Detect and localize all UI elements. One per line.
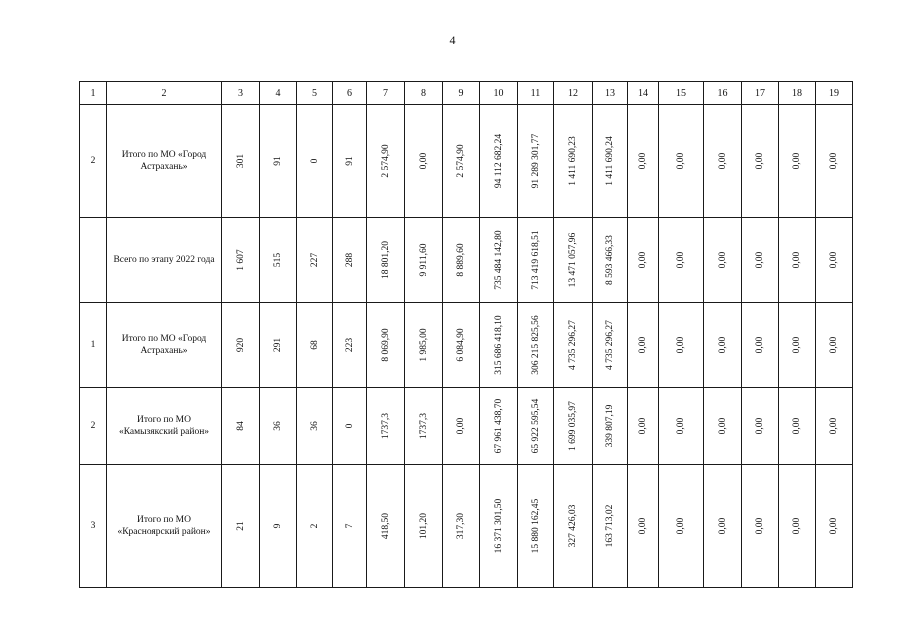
value-cell bbox=[333, 303, 367, 388]
value-text: 101,20 bbox=[418, 512, 429, 540]
value-text: 0,00 bbox=[755, 251, 765, 269]
value-text: 21 bbox=[235, 521, 246, 531]
value-text: 0,00 bbox=[717, 251, 728, 269]
value-text: 306 215 825,56 bbox=[530, 315, 541, 375]
value-cell bbox=[297, 388, 333, 465]
value-text: 67 961 438,70 bbox=[493, 398, 504, 454]
value-text: 0,00 bbox=[717, 517, 728, 535]
value-text: 18 801,20 bbox=[380, 241, 391, 279]
value-cell bbox=[518, 388, 554, 465]
value-cell bbox=[659, 303, 704, 388]
value-cell bbox=[593, 303, 628, 388]
value-text: 418,50 bbox=[380, 512, 391, 540]
value-cell bbox=[333, 105, 367, 218]
value-text: 68 bbox=[309, 340, 320, 350]
table-row bbox=[80, 218, 853, 303]
value-cell bbox=[704, 465, 742, 588]
value-text: 0,00 bbox=[717, 152, 728, 170]
value-cell bbox=[554, 218, 593, 303]
value-text: 84 bbox=[235, 421, 246, 431]
value-cell bbox=[297, 105, 333, 218]
row-label-cell: Итого по МО «Город Астрахань» bbox=[107, 303, 222, 388]
value-text: 227 bbox=[309, 252, 320, 268]
value-cell bbox=[222, 465, 260, 588]
column-header: 2 bbox=[107, 82, 222, 105]
row-label-cell: Итого по МО «Красноярский район» bbox=[107, 465, 222, 588]
value-text: 1737,3 bbox=[418, 412, 429, 440]
value-cell bbox=[518, 218, 554, 303]
value-text: 94 112 682,24 bbox=[493, 133, 504, 189]
value-cell bbox=[518, 465, 554, 588]
column-header: 9 bbox=[443, 82, 480, 105]
value-cell bbox=[659, 105, 704, 218]
value-text: 4 735 296,27 bbox=[605, 320, 615, 370]
table-row bbox=[80, 105, 853, 218]
value-cell bbox=[367, 218, 405, 303]
value-cell bbox=[480, 465, 518, 588]
value-text: 8 593 466,33 bbox=[605, 235, 615, 285]
row-number-cell: 2 bbox=[80, 105, 107, 218]
column-header: 5 bbox=[297, 82, 333, 105]
value-text: 339 807,19 bbox=[605, 404, 615, 448]
value-cell bbox=[405, 105, 443, 218]
column-header: 17 bbox=[742, 82, 779, 105]
value-cell bbox=[367, 105, 405, 218]
value-text: 0,00 bbox=[792, 517, 802, 535]
value-text: 36 bbox=[309, 421, 320, 431]
value-cell bbox=[554, 303, 593, 388]
value-cell bbox=[443, 218, 480, 303]
value-text: 223 bbox=[344, 337, 355, 353]
value-cell bbox=[333, 465, 367, 588]
value-text: 1737,3 bbox=[380, 412, 391, 440]
value-cell bbox=[518, 303, 554, 388]
value-text: 0,00 bbox=[676, 417, 686, 435]
value-cell bbox=[443, 388, 480, 465]
value-cell bbox=[742, 218, 779, 303]
value-cell bbox=[628, 465, 659, 588]
value-text: 13 471 057,96 bbox=[568, 232, 578, 288]
column-header: 18 bbox=[779, 82, 816, 105]
value-cell bbox=[297, 303, 333, 388]
table-row bbox=[80, 388, 853, 465]
value-text: 2 574,90 bbox=[380, 144, 391, 178]
value-text: 0,00 bbox=[456, 417, 466, 435]
row-label-cell: Итого по МО «Камызякский район» bbox=[107, 388, 222, 465]
value-cell bbox=[443, 303, 480, 388]
value-text: 515 bbox=[273, 252, 283, 268]
value-cell bbox=[816, 465, 853, 588]
value-text: 65 922 595,54 bbox=[530, 398, 541, 454]
value-cell bbox=[704, 388, 742, 465]
value-text: 0,00 bbox=[755, 152, 765, 170]
column-header: 15 bbox=[659, 82, 704, 105]
value-text: 1 985,00 bbox=[418, 328, 429, 362]
value-text: 0,00 bbox=[829, 152, 839, 170]
value-text: 0,00 bbox=[792, 251, 802, 269]
value-text: 0,00 bbox=[829, 517, 839, 535]
value-cell bbox=[480, 388, 518, 465]
value-text: 8 069,90 bbox=[380, 328, 391, 362]
value-text: 0,00 bbox=[829, 251, 839, 269]
value-cell bbox=[260, 388, 297, 465]
value-cell bbox=[659, 388, 704, 465]
value-cell bbox=[480, 105, 518, 218]
value-text: 0,00 bbox=[792, 336, 802, 354]
value-cell bbox=[628, 218, 659, 303]
value-cell bbox=[260, 105, 297, 218]
value-text: 317,30 bbox=[456, 512, 466, 540]
value-cell bbox=[222, 105, 260, 218]
row-label-cell: Итого по МО «Город Астрахань» bbox=[107, 105, 222, 218]
value-cell bbox=[260, 465, 297, 588]
value-text: 6 084,90 bbox=[456, 328, 466, 362]
value-cell bbox=[628, 303, 659, 388]
value-text: 315 686 418,10 bbox=[493, 315, 504, 375]
value-text: 0,00 bbox=[418, 152, 429, 170]
value-text: 2 bbox=[309, 523, 320, 529]
value-text: 7 bbox=[344, 523, 355, 529]
column-header: 14 bbox=[628, 82, 659, 105]
value-text: 9 911,60 bbox=[418, 243, 429, 277]
value-cell bbox=[593, 218, 628, 303]
column-header: 4 bbox=[260, 82, 297, 105]
value-cell bbox=[816, 388, 853, 465]
page-number: 4 bbox=[449, 33, 456, 47]
value-cell bbox=[554, 465, 593, 588]
value-cell bbox=[628, 105, 659, 218]
row-number-cell: 2 bbox=[80, 388, 107, 465]
value-cell bbox=[480, 218, 518, 303]
value-cell bbox=[704, 105, 742, 218]
value-cell bbox=[628, 388, 659, 465]
value-cell bbox=[367, 465, 405, 588]
value-text: 0,00 bbox=[792, 152, 802, 170]
value-text: 0,00 bbox=[829, 417, 839, 435]
value-text: 36 bbox=[273, 421, 283, 431]
value-cell bbox=[554, 105, 593, 218]
value-cell bbox=[659, 218, 704, 303]
value-text: 15 880 162,45 bbox=[530, 498, 541, 554]
value-cell bbox=[222, 218, 260, 303]
value-cell bbox=[593, 465, 628, 588]
value-text: 0,00 bbox=[755, 417, 765, 435]
value-text: 713 419 618,51 bbox=[530, 230, 541, 290]
value-text: 288 bbox=[344, 252, 355, 268]
value-cell bbox=[260, 303, 297, 388]
value-cell bbox=[297, 465, 333, 588]
value-cell bbox=[779, 465, 816, 588]
column-header: 8 bbox=[405, 82, 443, 105]
value-cell bbox=[405, 388, 443, 465]
value-cell bbox=[779, 105, 816, 218]
value-cell bbox=[742, 388, 779, 465]
table-row bbox=[80, 303, 853, 388]
value-text: 0,00 bbox=[755, 336, 765, 354]
value-cell bbox=[333, 218, 367, 303]
value-text: 91 bbox=[344, 156, 355, 166]
value-text: 735 484 142,80 bbox=[493, 230, 504, 290]
value-text: 0,00 bbox=[638, 517, 648, 535]
column-header: 6 bbox=[333, 82, 367, 105]
column-header: 11 bbox=[518, 82, 554, 105]
value-cell bbox=[297, 218, 333, 303]
value-text: 4 735 296,27 bbox=[568, 320, 578, 370]
column-header: 16 bbox=[704, 82, 742, 105]
value-text: 0,00 bbox=[638, 152, 648, 170]
value-cell bbox=[593, 388, 628, 465]
value-text: 327 426,03 bbox=[568, 504, 578, 548]
value-cell bbox=[779, 388, 816, 465]
column-header: 7 bbox=[367, 82, 405, 105]
value-cell bbox=[704, 303, 742, 388]
value-text: 0,00 bbox=[638, 251, 648, 269]
value-cell bbox=[518, 105, 554, 218]
value-cell bbox=[367, 303, 405, 388]
value-text: 1 699 035,97 bbox=[568, 401, 578, 451]
value-cell bbox=[593, 105, 628, 218]
column-header: 10 bbox=[480, 82, 518, 105]
row-number-cell: 1 bbox=[80, 303, 107, 388]
value-text: 91 289 301,77 bbox=[530, 133, 541, 189]
value-cell bbox=[480, 303, 518, 388]
column-header: 3 bbox=[222, 82, 260, 105]
value-text: 0,00 bbox=[676, 517, 686, 535]
value-cell bbox=[260, 218, 297, 303]
value-text: 91 bbox=[273, 156, 283, 166]
value-cell bbox=[742, 105, 779, 218]
value-text: 0,00 bbox=[717, 336, 728, 354]
value-cell bbox=[704, 218, 742, 303]
value-text: 0,00 bbox=[829, 336, 839, 354]
value-cell bbox=[222, 388, 260, 465]
value-text: 16 371 301,50 bbox=[493, 498, 504, 554]
value-cell bbox=[742, 303, 779, 388]
value-text: 0 bbox=[309, 158, 320, 164]
table-row bbox=[80, 465, 853, 588]
column-header: 13 bbox=[593, 82, 628, 105]
data-table bbox=[79, 81, 853, 588]
value-cell bbox=[742, 465, 779, 588]
value-text: 0,00 bbox=[676, 152, 686, 170]
value-cell bbox=[779, 303, 816, 388]
value-text: 0,00 bbox=[792, 417, 802, 435]
value-text: 1 607 bbox=[235, 249, 246, 271]
value-cell bbox=[443, 465, 480, 588]
value-text: 0,00 bbox=[717, 417, 728, 435]
value-text: 0,00 bbox=[676, 336, 686, 354]
value-text: 1 411 690,24 bbox=[605, 136, 615, 186]
value-text: 0,00 bbox=[755, 517, 765, 535]
value-cell bbox=[443, 105, 480, 218]
value-cell bbox=[779, 218, 816, 303]
value-text: 301 bbox=[235, 153, 246, 169]
value-text: 291 bbox=[273, 337, 283, 353]
value-text: 2 574,90 bbox=[456, 144, 466, 178]
value-cell bbox=[222, 303, 260, 388]
value-cell bbox=[659, 465, 704, 588]
value-text: 0,00 bbox=[676, 251, 686, 269]
value-cell bbox=[816, 303, 853, 388]
value-cell bbox=[405, 218, 443, 303]
value-text: 0,00 bbox=[638, 417, 648, 435]
value-cell bbox=[367, 388, 405, 465]
value-text: 920 bbox=[235, 337, 246, 353]
row-label-cell: Всего по этапу 2022 года bbox=[107, 218, 222, 303]
row-number-cell: 3 bbox=[80, 465, 107, 588]
value-text: 9 bbox=[273, 523, 283, 529]
value-cell bbox=[405, 465, 443, 588]
value-cell bbox=[405, 303, 443, 388]
value-text: 1 411 690,23 bbox=[568, 136, 578, 186]
value-cell bbox=[816, 105, 853, 218]
value-cell bbox=[816, 218, 853, 303]
column-header: 12 bbox=[554, 82, 593, 105]
value-text: 163 713,02 bbox=[605, 504, 615, 548]
value-text: 8 889,60 bbox=[456, 243, 466, 277]
value-cell bbox=[333, 388, 367, 465]
row-number-cell bbox=[80, 218, 107, 303]
value-text: 0,00 bbox=[638, 336, 648, 354]
column-header: 1 bbox=[80, 82, 107, 105]
value-text: 0 bbox=[344, 423, 355, 429]
header-row bbox=[80, 82, 853, 105]
value-cell bbox=[554, 388, 593, 465]
column-header: 19 bbox=[816, 82, 853, 105]
